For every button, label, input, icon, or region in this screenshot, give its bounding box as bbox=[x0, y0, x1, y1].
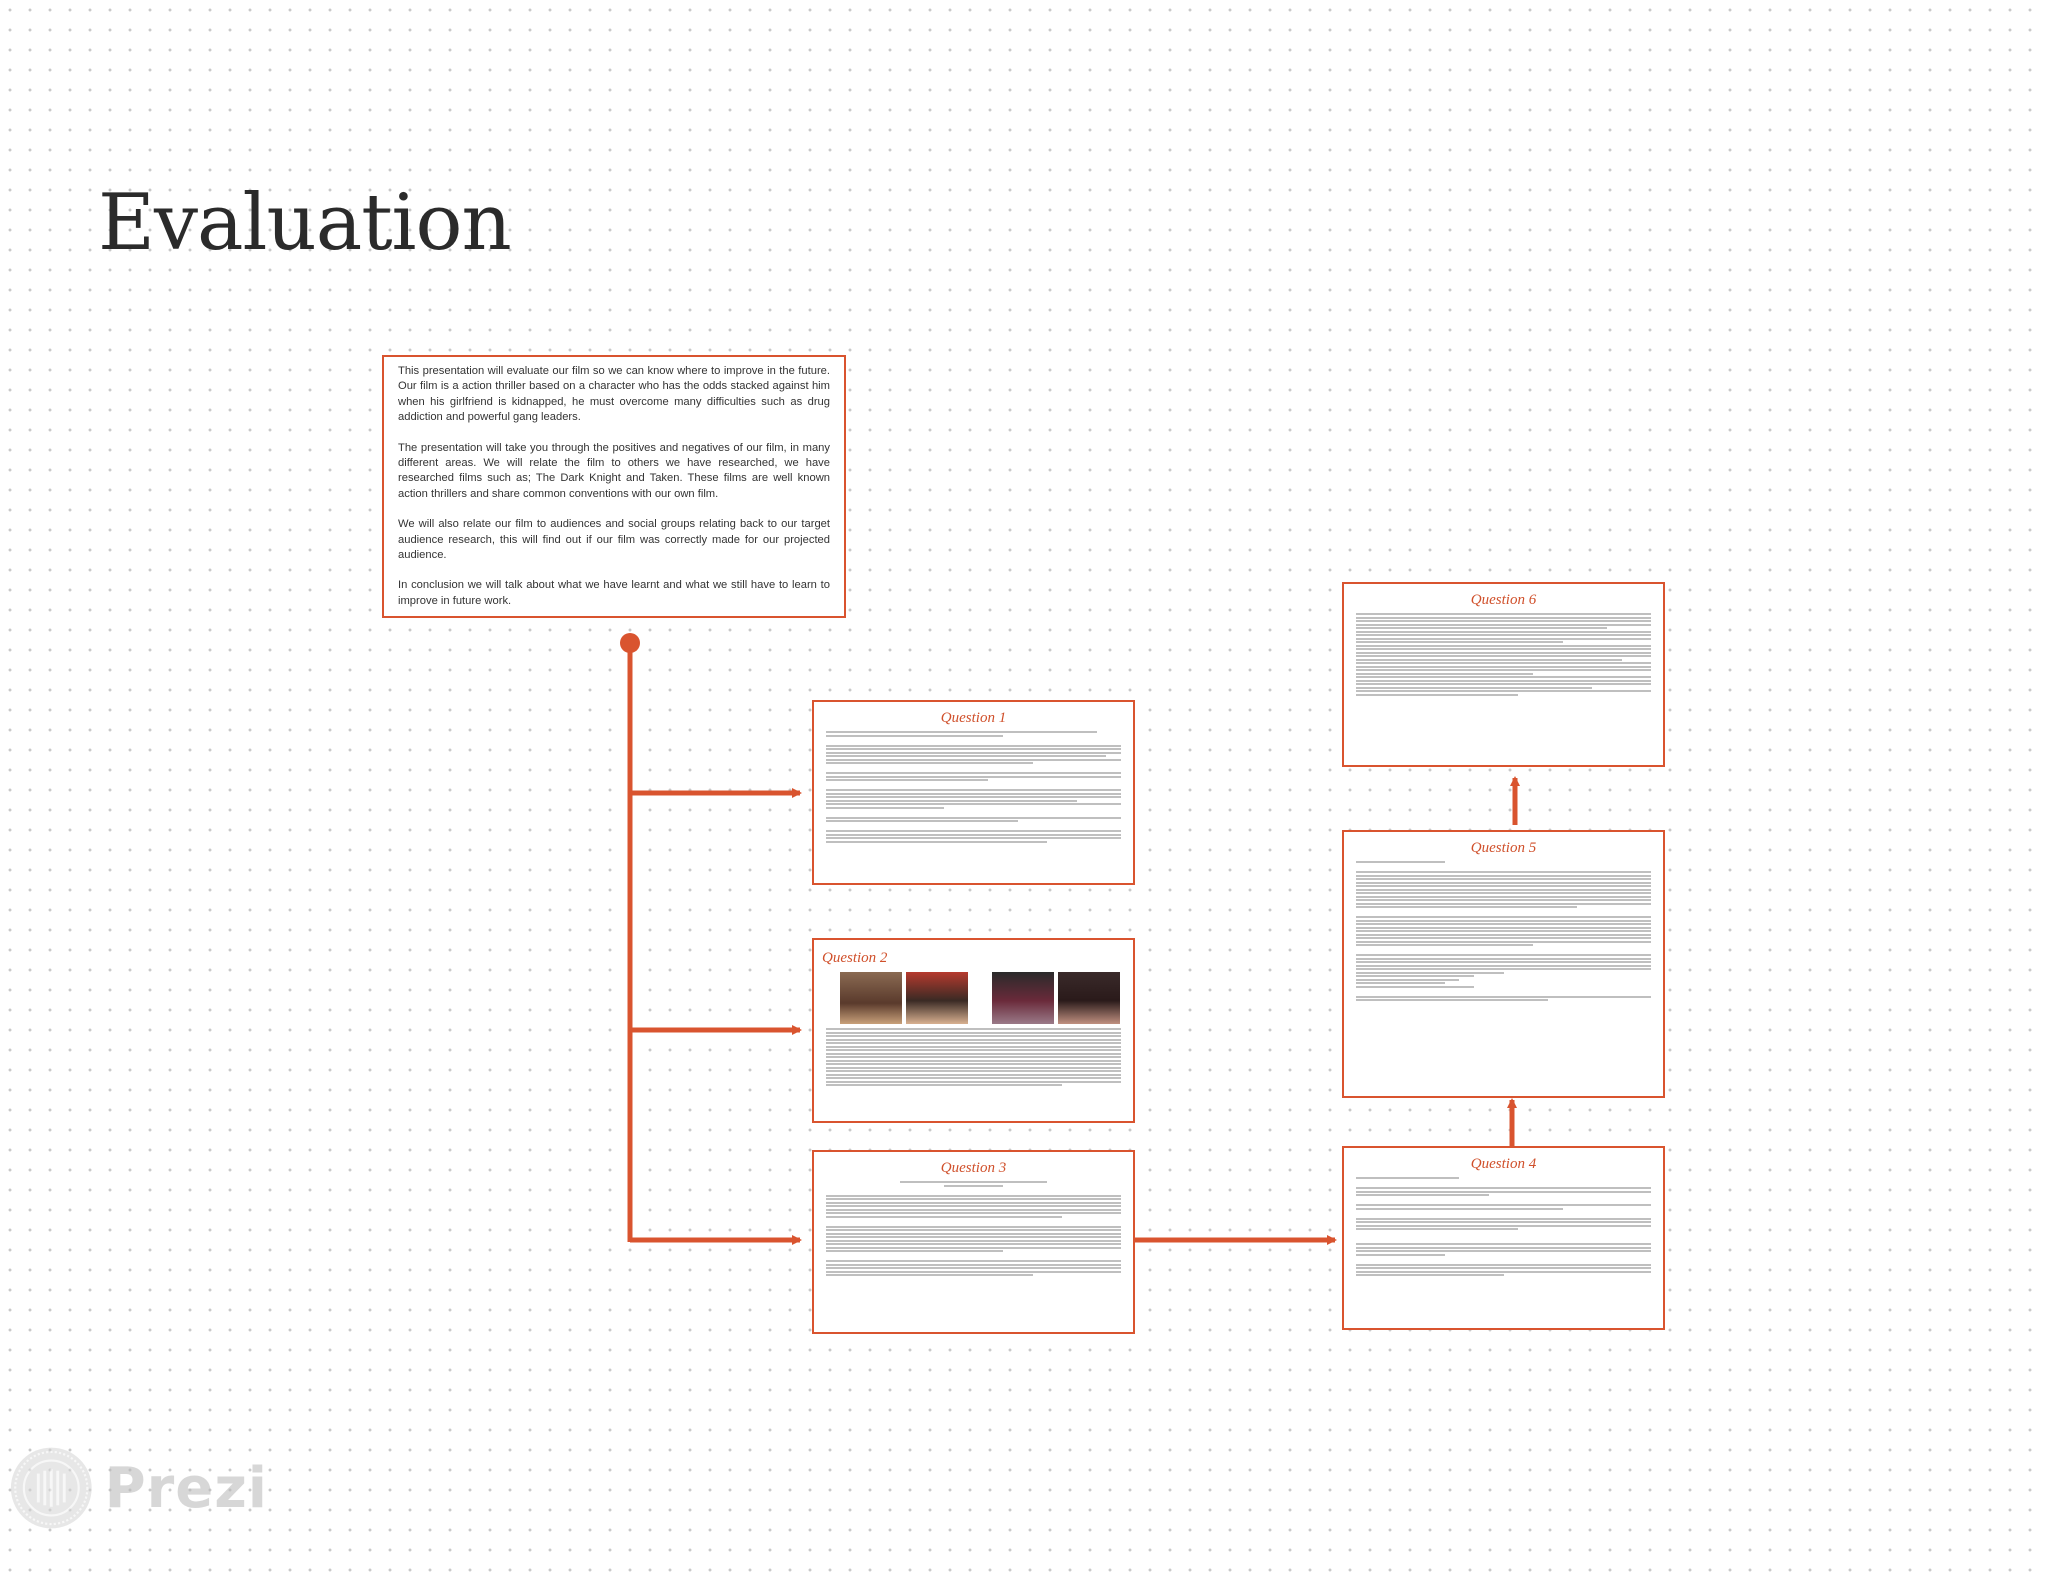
question-4-body bbox=[1356, 1177, 1651, 1276]
question-5-body bbox=[1356, 861, 1651, 1001]
question-3-title: Question 3 bbox=[940, 1160, 1007, 1176]
question-1-title: Question 1 bbox=[940, 710, 1007, 726]
question-4-card[interactable] bbox=[1342, 1146, 1665, 1330]
question-1-card[interactable] bbox=[812, 700, 1135, 885]
prezi-logo-icon bbox=[8, 1428, 95, 1548]
intro-textbox[interactable] bbox=[382, 355, 846, 618]
intro-paragraph: We will also relate our film to audiences and social groups relating back to our target audience research, this will find out if our film was correctly made for our projected audience. bbox=[398, 518, 830, 562]
question-3-body bbox=[826, 1181, 1121, 1276]
prezi-logo-text: Prezi bbox=[104, 1455, 268, 1521]
question-2-card[interactable] bbox=[812, 938, 1135, 1123]
intro-paragraph: In conclusion we will talk about what we have learnt and what we still have to learn to improve in future work. bbox=[398, 579, 830, 607]
film-still-image bbox=[992, 972, 1054, 1024]
intro-paragraph: This presentation will evaluate our film so we can know where to improve in the future. Our film is a action thriller based on a character who has the odds stacked against him when his girlfriend is kidnapped, he must overcome many difficulties such as drug addiction and powerful gang leaders. bbox=[398, 365, 830, 424]
question-2-photos bbox=[840, 972, 1121, 1024]
question-6-body bbox=[1356, 613, 1651, 696]
connector-start-dot bbox=[620, 633, 640, 653]
question-5-title: Question 5 bbox=[1470, 840, 1537, 856]
question-3-card[interactable] bbox=[812, 1150, 1135, 1334]
film-still-image bbox=[906, 972, 968, 1024]
question-6-card[interactable] bbox=[1342, 582, 1665, 767]
film-still-image bbox=[1058, 972, 1120, 1024]
intro-paragraph: The presentation will take you through the positives and negatives of our film, in many different areas. We will relate the film to others we have researched, we have researched films such as; The Dark Knight and Taken. These films are well known action thrillers and share common conventions with our own film. bbox=[398, 441, 830, 500]
question-1-body bbox=[826, 731, 1121, 843]
question-6-title: Question 6 bbox=[1470, 592, 1537, 608]
page-title: Evaluation bbox=[98, 178, 511, 268]
film-still-image bbox=[840, 972, 902, 1024]
prezi-logo bbox=[8, 1428, 268, 1548]
question-5-card[interactable] bbox=[1342, 830, 1665, 1098]
question-4-title: Question 4 bbox=[1470, 1156, 1537, 1172]
question-2-title: Question 2 bbox=[822, 950, 888, 966]
question-2-body bbox=[826, 1028, 1121, 1086]
